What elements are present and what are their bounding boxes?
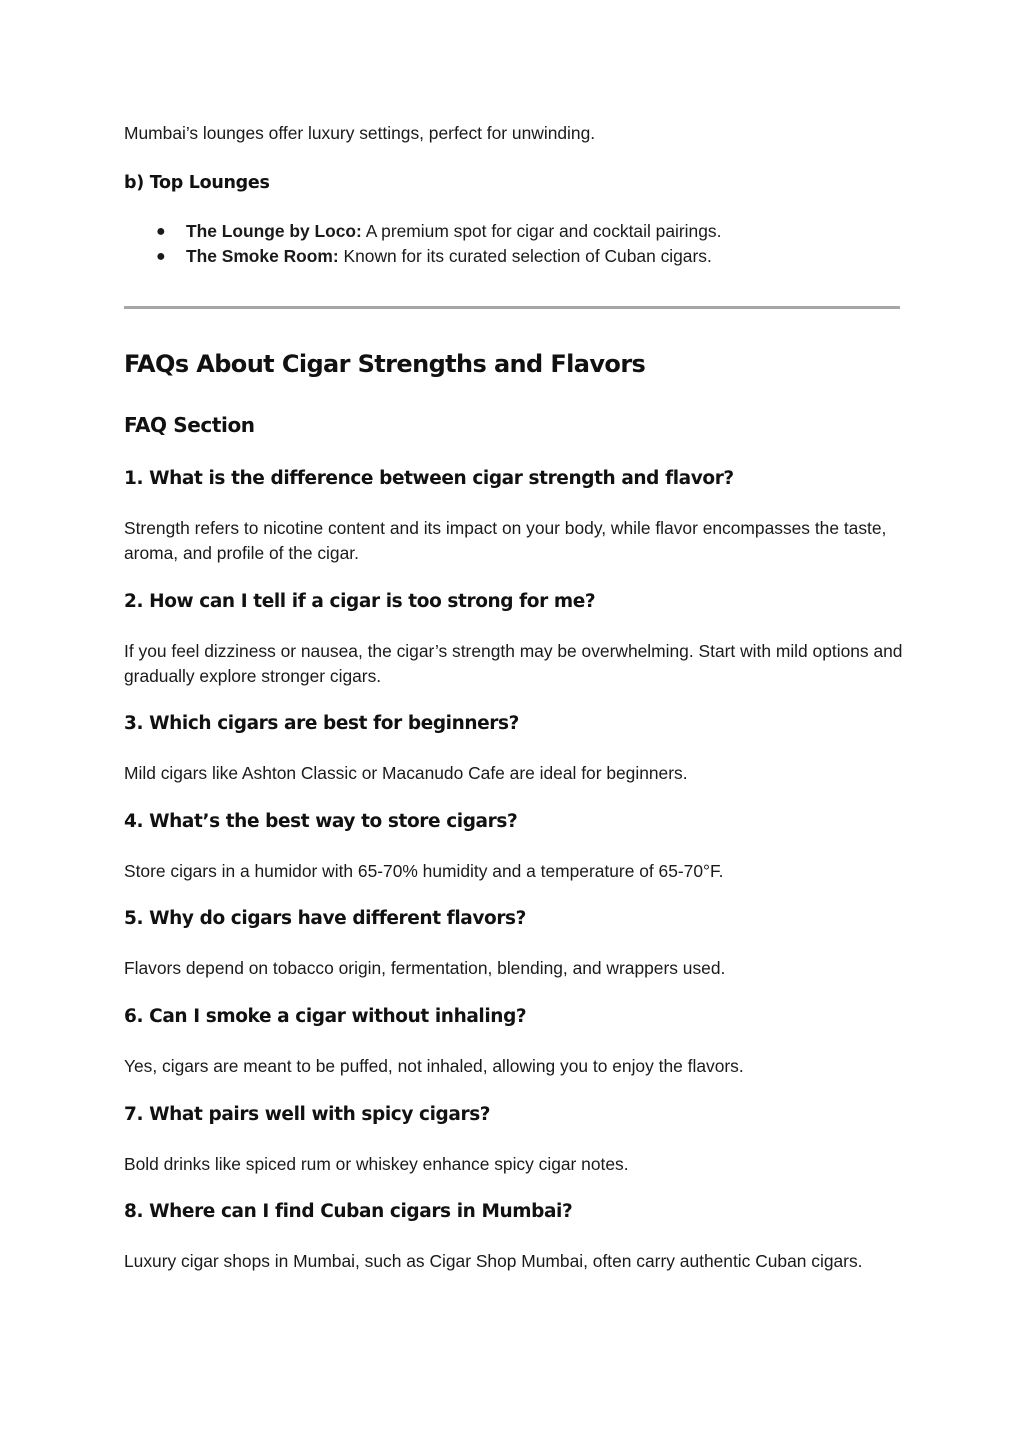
list-item	[124, 244, 904, 269]
list-item	[124, 219, 904, 244]
faq-answer-5: Flavors depend on tobacco origin, fermentation, blending, and wrappers used.	[124, 958, 726, 978]
horizontal-divider	[124, 306, 900, 309]
lounge-description: A premium spot for cigar and cocktail pairings.	[361, 221, 722, 241]
bullet-icon: ●	[156, 223, 166, 240]
lounge-name: The Smoke Room:	[186, 246, 339, 266]
faq-answer-2: If you feel dizziness or nausea, the cigar’s strength may be overwhelming. Start with mild options and gradually explore stronger cigars.	[124, 641, 903, 686]
faq-question-7: 7. What pairs well with spicy cigars?	[124, 1104, 491, 1125]
faq-answer-4: Store cigars in a humidor with 65-70% humidity and a temperature of 65-70°F.	[124, 861, 724, 881]
intro-paragraph: Mumbai’s lounges offer luxury settings, perfect for unwinding.	[124, 123, 596, 143]
lounge-name: The Lounge by Loco:	[186, 221, 362, 241]
lounges-list	[124, 219, 904, 269]
faq-answer-1: Strength refers to nicotine content and its impact on your body, while flavor encompasses the taste, aroma, and profile of the cigar.	[124, 518, 887, 563]
faq-question-3: 3. Which cigars are best for beginners?	[124, 713, 519, 734]
bullet-icon: ●	[156, 248, 166, 265]
faq-question-8: 8. Where can I find Cuban cigars in Mumbai?	[124, 1201, 573, 1222]
faq-title: FAQs About Cigar Strengths and Flavors	[124, 350, 646, 378]
faq-question-4: 4. What’s the best way to store cigars?	[124, 811, 518, 832]
top-lounges-heading: b) Top Lounges	[124, 173, 270, 193]
faq-answer-3: Mild cigars like Ashton Classic or Macanudo Cafe are ideal for beginners.	[124, 763, 688, 783]
faq-answer-8: Luxury cigar shops in Mumbai, such as Cigar Shop Mumbai, often carry authentic Cuban cigars.	[124, 1251, 863, 1271]
faq-answer-7: Bold drinks like spiced rum or whiskey enhance spicy cigar notes.	[124, 1154, 629, 1174]
lounge-description: Known for its curated selection of Cuban cigars.	[338, 246, 712, 266]
faq-section-heading: FAQ Section	[124, 413, 255, 437]
faq-answer-6: Yes, cigars are meant to be puffed, not inhaled, allowing you to enjoy the flavors.	[124, 1056, 744, 1076]
faq-question-1: 1. What is the difference between cigar strength and flavor?	[124, 468, 734, 489]
faq-question-5: 5. Why do cigars have different flavors?	[124, 908, 526, 929]
faq-question-6: 6. Can I smoke a cigar without inhaling?	[124, 1006, 527, 1027]
faq-question-2: 2. How can I tell if a cigar is too strong for me?	[124, 591, 596, 612]
